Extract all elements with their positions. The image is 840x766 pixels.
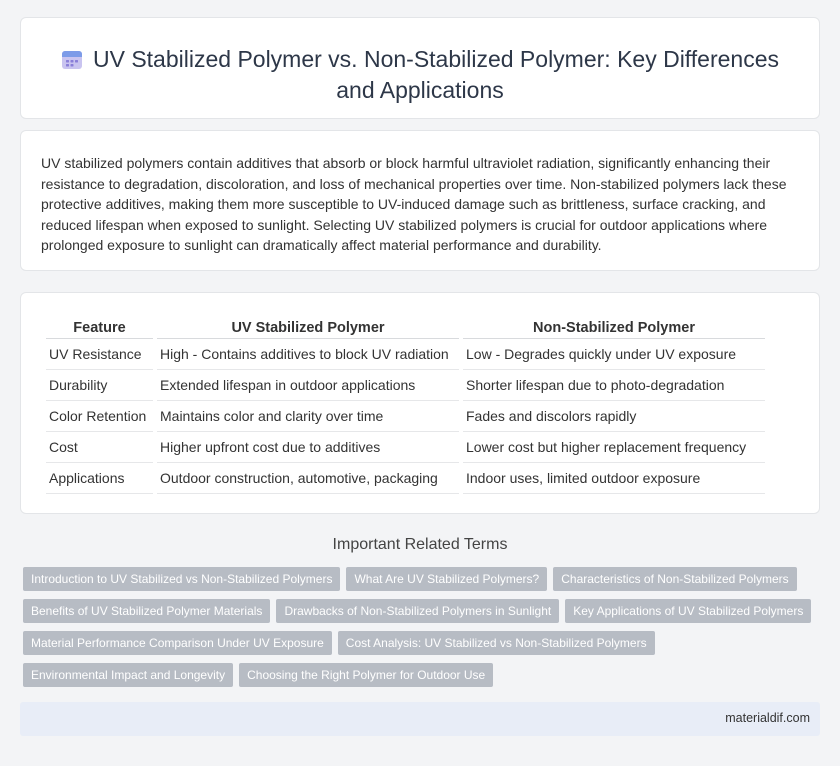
comparison-card [20,292,820,514]
cell-feature: Color Retention [46,401,153,432]
related-terms-title: Important Related Terms [332,536,508,553]
page-title-wrap [41,44,799,106]
related-term-tag[interactable]: Drawbacks of Non-Stabilized Polymers in Sunlight [276,599,559,623]
table-row [46,463,765,494]
intro-paragraph: UV stabilized polymers contain additives that absorb or block harmful ultraviolet radiation, significantly enhancing their resistance to degradation, discoloration, and loss of mechanical properties over time. Non-stabilized polymers lack these protective additives, making them more susceptible to UV-induced damage such as brittleness, surface cracking, and reduced lifespan when exposed to sunlight. Selecting UV stabilized polymers is crucial for outdoor applications where prolonged exposure to sunlight can dramatically affect material performance and durability. [41,155,787,253]
header-non-stabilized: Non-Stabilized Polymer [463,315,765,339]
cell-feature: UV Resistance [46,339,153,370]
related-term-tag[interactable]: Choosing the Right Polymer for Outdoor Use [239,663,493,687]
cell-uv: Outdoor construction, automotive, packaging [157,463,459,494]
page-title: UV Stabilized Polymer vs. Non-Stabilized Polymer: Key Differences and Applications [92,46,779,103]
cell-uv: High - Contains additives to block UV radiation [157,339,459,370]
related-term-tag[interactable]: Cost Analysis: UV Stabilized vs Non-Stabilized Polymers [338,631,655,655]
cell-non: Indoor uses, limited outdoor exposure [463,463,765,494]
header-uv-stabilized: UV Stabilized Polymer [157,315,459,339]
table-row [46,370,765,401]
intro-card [20,130,820,271]
table-header-row [46,315,765,339]
cell-non: Shorter lifespan due to photo-degradation [463,370,765,401]
header-feature: Feature [46,315,153,339]
related-term-tag[interactable]: Introduction to UV Stabilized vs Non-Stabilized Polymers [23,567,340,591]
related-term-tag[interactable]: What Are UV Stabilized Polymers? [346,567,547,591]
cell-uv: Extended lifespan in outdoor applications [157,370,459,401]
related-terms-list [23,567,823,695]
footer-bar [20,702,820,736]
header-card [20,17,820,119]
table-row [46,339,765,370]
cell-non: Fades and discolors rapidly [463,401,765,432]
footer-site-link[interactable]: materialdif.com [725,711,810,725]
related-term-tag[interactable]: Key Applications of UV Stabilized Polymers [565,599,811,623]
related-term-tag[interactable]: Characteristics of Non-Stabilized Polymers [553,567,796,591]
cell-uv: Higher upfront cost due to additives [157,432,459,463]
cell-uv: Maintains color and clarity over time [157,401,459,432]
table-row [46,401,765,432]
related-term-tag[interactable]: Material Performance Comparison Under UV Exposure [23,631,332,655]
related-term-tag[interactable]: Benefits of UV Stabilized Polymer Materials [23,599,270,623]
table-row [46,432,765,463]
cell-feature: Cost [46,432,153,463]
cell-non: Low - Degrades quickly under UV exposure [463,339,765,370]
related-term-tag[interactable]: Environmental Impact and Longevity [23,663,233,687]
calendar-icon [61,48,83,70]
cell-feature: Applications [46,463,153,494]
cell-feature: Durability [46,370,153,401]
cell-non: Lower cost but higher replacement frequency [463,432,765,463]
comparison-table [42,315,769,494]
